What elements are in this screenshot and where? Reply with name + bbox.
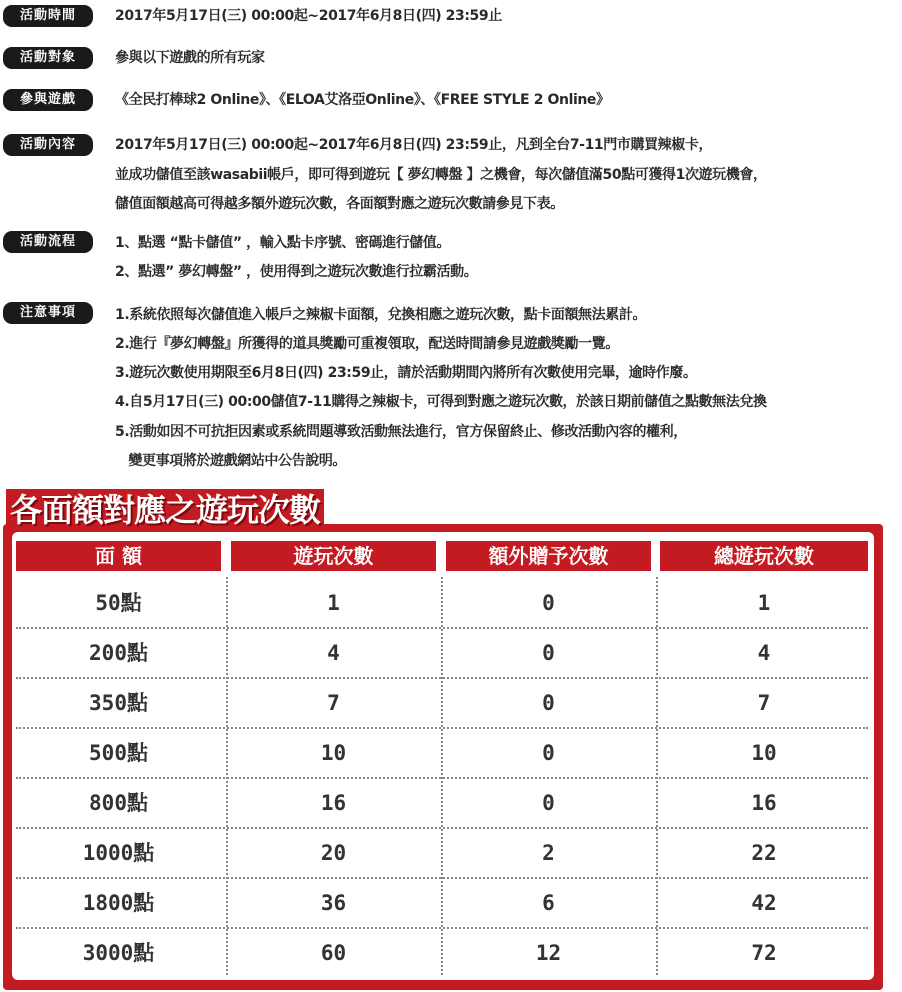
section-text-line: 3.遊玩次數使用期限至6月8日(四) 23:59止，請於活動期間內將所有次數使用完畢，逾時作廢。	[115, 365, 697, 381]
total-cell: 22	[751, 841, 777, 865]
table-header-plays: 遊玩次數	[231, 541, 436, 571]
column-divider	[226, 577, 228, 975]
denomination-cell: 1800點	[82, 891, 155, 915]
section-text-line: 2、點選” 夢幻轉盤” ，使用得到之遊玩次數進行拉霸活動。	[115, 264, 478, 280]
total-cell: 16	[751, 791, 777, 815]
section-text-line: 儲值面額越高可得越多額外遊玩次數，各面額對應之遊玩次數請參見下表。	[115, 196, 564, 212]
bonus-cell: 0	[542, 691, 555, 715]
denomination-cell: 50點	[95, 591, 142, 615]
total-cell: 4	[757, 641, 771, 665]
section-badge: 活動內容	[3, 134, 93, 156]
section-text-line: 變更事項將於遊戲網站中公告說明。	[115, 453, 347, 469]
plays-cell: 4	[327, 641, 340, 665]
plays-cell: 20	[320, 841, 347, 865]
denomination-cell: 800點	[89, 791, 148, 815]
bonus-cell: 12	[535, 941, 562, 965]
total-cell: 7	[757, 691, 771, 715]
section-text-line: 參與以下遊戲的所有玩家	[115, 50, 265, 66]
denomination-cell: 350點	[89, 691, 148, 715]
denomination-cell: 1000點	[82, 841, 155, 865]
section-text-line: 4.自5月17日(三) 00:00儲值7-11購得之辣椒卡，可得到對應之遊玩次數，於該日期前儲值之點數無法兌換	[115, 394, 767, 410]
table-header-bonus: 額外贈予次數	[446, 541, 651, 571]
column-divider	[441, 577, 443, 975]
total-cell: 1	[757, 591, 771, 615]
section-badge: 注意事項	[3, 302, 93, 324]
bonus-cell: 0	[542, 591, 555, 615]
total-cell: 10	[751, 741, 777, 765]
section-text-line: 1、點選 “點卡儲值” ，輸入點卡序號、密碼進行儲值。	[115, 235, 451, 251]
denomination-cell: 500點	[89, 741, 148, 765]
denomination-cell: 200點	[89, 641, 148, 665]
plays-cell: 1	[327, 591, 340, 615]
table-header-total: 總遊玩次數	[660, 541, 868, 571]
bonus-cell: 0	[542, 791, 555, 815]
total-cell: 72	[751, 941, 777, 965]
plays-cell: 36	[320, 891, 347, 915]
section-badge: 活動流程	[3, 231, 93, 253]
section-text-line: 2017年5月17日(三) 00:00起~2017年6月8日(四) 23:59止	[115, 8, 502, 24]
bonus-cell: 2	[542, 841, 555, 865]
bonus-cell: 0	[542, 641, 555, 665]
section-text-line: 並成功儲值至該wasabii帳戶，即可得到遊玩【 夢幻轉盤 】之機會，每次儲值滿50點可獲得1次遊玩機會，	[115, 167, 767, 183]
plays-cell: 7	[327, 691, 340, 715]
section-text-line: 《全民打棒球2 Online》、《ELOA艾洛亞Online》、《FREE STYLE 2 Online》	[115, 92, 610, 108]
section-badge: 參與遊戲	[3, 89, 93, 111]
section-text-line: 2.進行『夢幻轉盤』所獲得的道具獎勵可重複領取，配送時間請參見遊戲獎勵一覽。	[115, 336, 619, 352]
denomination-cell: 3000點	[82, 941, 155, 965]
bonus-cell: 0	[542, 741, 555, 765]
plays-cell: 10	[320, 741, 347, 765]
section-text-line: 2017年5月17日(三) 00:00起~2017年6月8日(四) 23:59止，凡到全台7-11門市購買辣椒卡，	[115, 137, 713, 153]
section-badge: 活動對象	[3, 47, 93, 69]
bonus-cell: 6	[542, 891, 555, 915]
total-cell: 42	[751, 891, 777, 915]
plays-cell: 16	[320, 791, 347, 815]
table-header-denomination: 面 額	[16, 541, 221, 571]
table-title: 各面額對應之遊玩次數	[6, 489, 324, 531]
section-text-line: 1.系統依照每次儲值進入帳戶之辣椒卡面額，兌換相應之遊玩次數，點卡面額無法累計。	[115, 307, 647, 323]
section-badge: 活動時間	[3, 5, 93, 27]
plays-cell: 60	[320, 941, 347, 965]
section-text-line: 5.活動如因不可抗拒因素或系統問題導致活動無法進行，官方保留終止、修改活動內容的權利，	[115, 424, 687, 440]
column-divider	[656, 577, 658, 975]
